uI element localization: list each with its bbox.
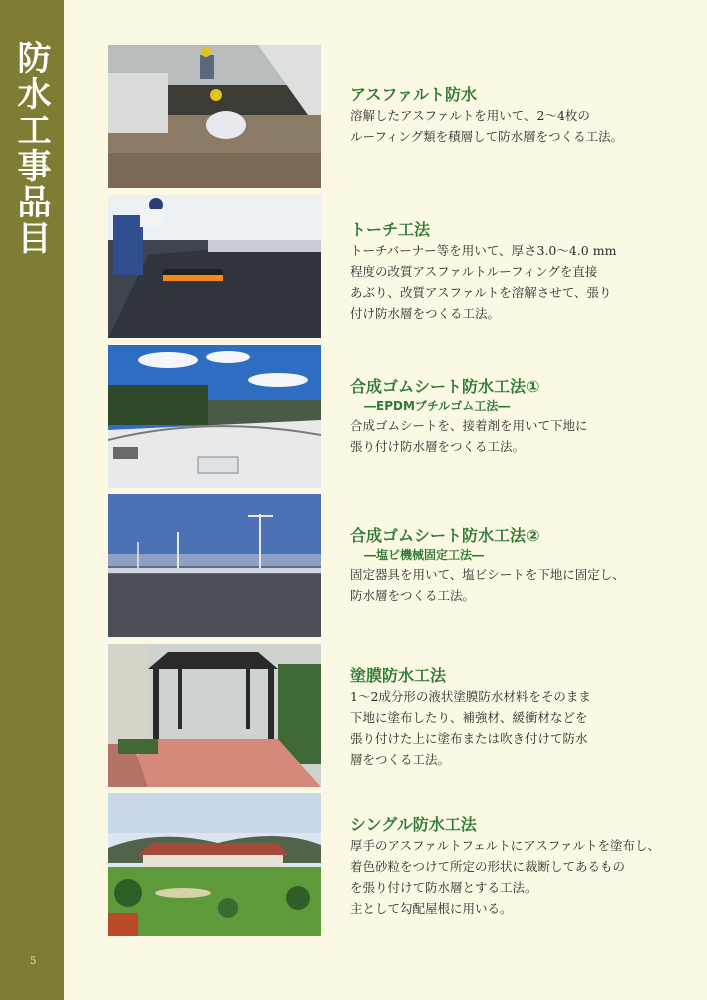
- shingle-photo-illustration: [108, 793, 321, 936]
- body-line: を張り付けて防水層とする工法。: [350, 880, 538, 895]
- body-line: ルーフィング類を積層して防水層をつくる工法。: [350, 129, 624, 144]
- body-line: 付け防水層をつくる工法。: [350, 306, 501, 321]
- body-line: トーチバーナー等を用いて、厚さ3.0～4.0 mm: [350, 243, 617, 258]
- section-heading: シングル防水工法: [350, 815, 477, 834]
- torch-photo-illustration: [108, 195, 321, 338]
- section-text: [350, 220, 690, 324]
- body-line: あぶり、改質アスファルトを溶解させて、張り: [350, 285, 612, 300]
- body-line: 張り付け防水層をつくる工法。: [350, 439, 526, 454]
- section-heading: トーチ工法: [350, 220, 431, 239]
- coating-photo-illustration: [108, 644, 321, 787]
- body-line: 張り付けた上に塗布または吹き付けて防水: [350, 731, 588, 746]
- section-heading: アスファルト防水: [350, 85, 478, 104]
- asphalt-photo-illustration: [108, 45, 321, 188]
- photo-epdm-roof: [108, 345, 321, 488]
- section-heading: 合成ゴムシート防水工法②: [350, 526, 540, 545]
- body-line: 着色砂粒をつけて所定の形状に裁断してあるもの: [350, 859, 626, 874]
- section-subheading: ―塩ビ機械固定工法―: [364, 548, 485, 562]
- body-line: 下地に塗布したり、補強材、緩衝材などを: [350, 710, 588, 725]
- section-text: [350, 526, 690, 606]
- body-line: 固定器具を用いて、塩ビシートを下地に固定し、: [350, 567, 625, 582]
- section-heading: 塗膜防水工法: [350, 666, 447, 685]
- body-line: 防水層をつくる工法。: [350, 588, 476, 603]
- body-line: 層をつくる工法。: [350, 752, 451, 767]
- body-line: 合成ゴムシートを、接着剤を用いて下地に: [350, 418, 588, 433]
- photo-pvc-roof: [108, 494, 321, 637]
- photo-coated-walkway: [108, 644, 321, 787]
- page-title: 防水工事品目: [11, 40, 51, 256]
- pvc-photo-illustration: [108, 494, 321, 637]
- body-line: 溶解したアスファルトを用いて、2～4枚の: [350, 108, 590, 123]
- section-text: [350, 666, 690, 770]
- section-text: [350, 815, 690, 919]
- section-text: [350, 85, 690, 147]
- photo-torch-application: [108, 195, 321, 338]
- body-line: 厚手のアスファルトフェルトにアスファルトを塗布し、: [350, 838, 661, 853]
- page-number: 5: [30, 956, 37, 967]
- photo-asphalt-roofing-work: [108, 45, 321, 188]
- body-line: 1～2成分形の液状塗膜防水材料をそのまま: [350, 689, 591, 704]
- body-line: 主として勾配屋根に用いる。: [350, 901, 513, 916]
- section-text: [350, 377, 690, 457]
- section-heading: 合成ゴムシート防水工法①: [350, 377, 540, 396]
- section-subheading: ―EPDMブチルゴム工法―: [364, 399, 511, 413]
- epdm-photo-illustration: [108, 345, 321, 488]
- sidebar: [0, 0, 64, 1000]
- body-line: 程度の改質アスファルトルーフィングを直接: [350, 264, 598, 279]
- photo-shingle-clubhouse: [108, 793, 321, 936]
